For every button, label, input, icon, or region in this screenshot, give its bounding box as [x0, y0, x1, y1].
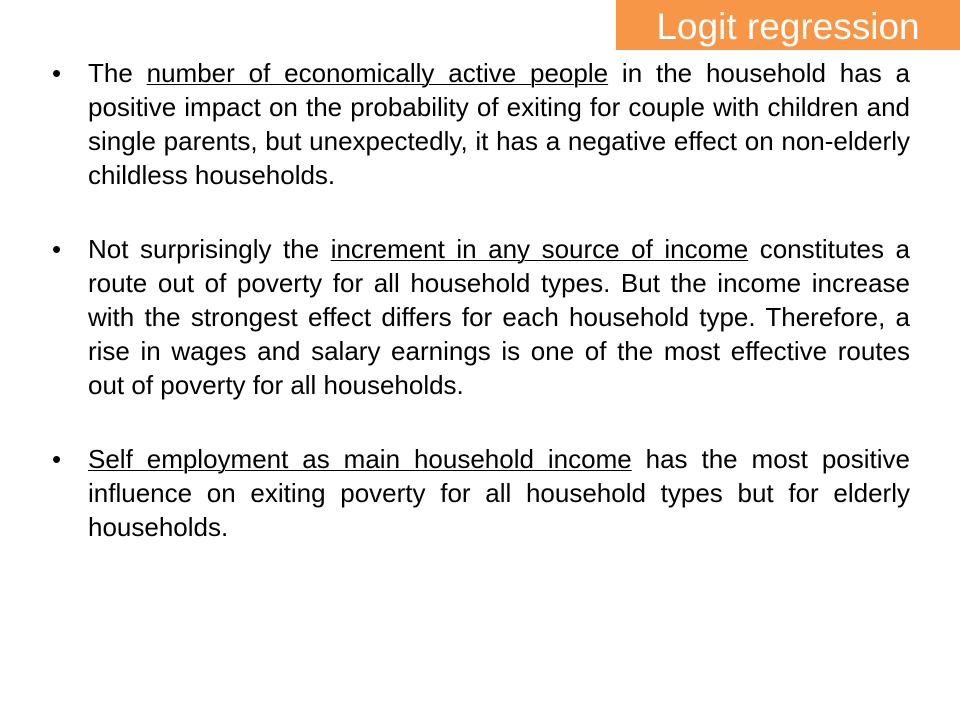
bullet-text-before: Not surprisingly the: [88, 234, 331, 264]
bullet-text-underlined: increment in any source of income: [330, 234, 749, 264]
bullet-text-after: has the most positive influence on exiting poverty for all household types but for elderly households.: [88, 444, 910, 542]
bullet-text-after: in the household has a positive impact on the probability of exiting for couple with children and single parents, but unexpectedly, it has a negative effect on non-elderly childless households.: [88, 58, 910, 190]
bullet-dot-icon: •: [52, 58, 62, 88]
bullet-item: [52, 442, 910, 544]
bullet-dot-icon: •: [52, 444, 62, 474]
bullet-text-after: constitutes a route out of poverty for all household types. But the income increase with the strongest effect differs for each household type. Therefore, a rise in wages and salary earnings is one of the most effective routes out of poverty for all households.: [88, 234, 910, 400]
bullet-text-underlined: Self employment as main household income: [88, 444, 632, 474]
bullet-item: [52, 56, 910, 192]
slide-title: Logit regression: [656, 5, 920, 47]
bullet-text-underlined: number of economically active people: [146, 58, 609, 88]
bullet-list: [52, 56, 910, 544]
title-banner: [616, 0, 960, 50]
bullet-text-before: The: [88, 58, 147, 88]
bullet-dot-icon: •: [52, 234, 62, 264]
bullet-item: [52, 232, 910, 402]
